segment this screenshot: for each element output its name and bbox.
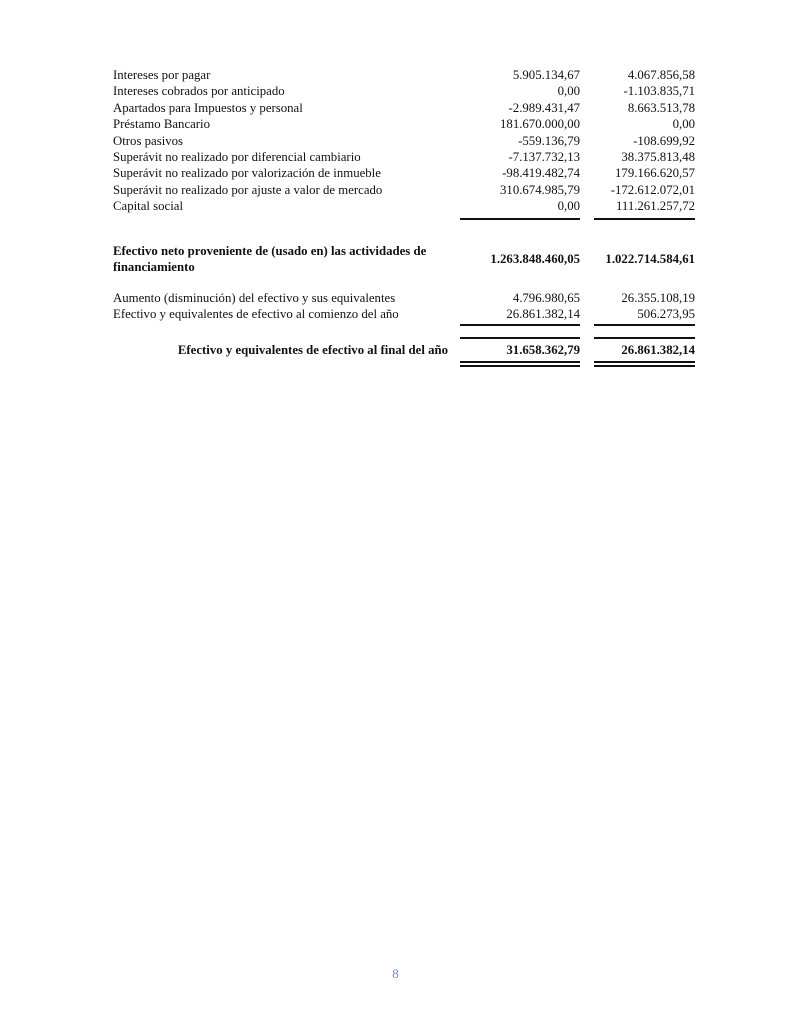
row-value-year2: 506.273,95 [594, 306, 695, 326]
row-value-year2: 179.166.620,57 [615, 166, 695, 181]
row-label: Apartados para Impuestos y personal [113, 100, 303, 115]
row-label: Otros pasivos [113, 133, 184, 148]
table-row [113, 198, 695, 219]
row-value-year1: 0,00 [460, 198, 580, 219]
table-row [113, 100, 695, 116]
row-value-year2: -1.103.835,71 [623, 84, 695, 99]
table-row [113, 133, 695, 149]
row-value-year2: -108.699,92 [633, 133, 695, 148]
summary-section [113, 290, 695, 327]
subtotal-label: Efectivo neto proveniente de (usado en) las actividades de financiamiento [113, 243, 427, 275]
final-total-value-year1: 31.658.362,79 [460, 337, 580, 366]
row-value-year1: -559.136,79 [518, 133, 580, 148]
table-row [113, 182, 695, 198]
row-value-year1: 26.861.382,14 [460, 306, 580, 326]
row-label: Préstamo Bancario [113, 117, 211, 132]
row-value-year2: 4.067.856,58 [627, 68, 695, 82]
row-label: Intereses por pagar [113, 68, 211, 82]
final-total-value-year2: 26.861.382,14 [594, 337, 695, 366]
table-row [113, 290, 695, 306]
row-value-year1: -2.989.431,47 [508, 100, 580, 115]
row-label: Superávit no realizado por valorización de inmueble [113, 166, 381, 181]
row-value-year1: 0,00 [557, 84, 580, 99]
row-value-year1: -7.137.732,13 [508, 150, 580, 165]
row-value-year2: 0,00 [672, 117, 695, 132]
row-label: Intereses cobrados por anticipado [113, 84, 285, 99]
row-value-year2: 26.355.108,19 [621, 290, 695, 305]
row-value-year2: 38.375.813,48 [621, 150, 695, 165]
subtotal-value-year1: 1.263.848.460,05 [490, 251, 580, 266]
row-label: Aumento (disminución) del efectivo y sus equivalentes [113, 290, 396, 305]
row-value-year2: -172.612.072,01 [610, 182, 695, 197]
cash-flow-statement-table [113, 67, 695, 367]
table-row [113, 306, 695, 326]
row-label: Efectivo y equivalentes de efectivo al comienzo del año [113, 307, 399, 322]
table-row [113, 165, 695, 181]
final-total-label: Efectivo y equivalentes de efectivo al final del año [177, 343, 448, 358]
row-label: Capital social [113, 199, 184, 214]
row-value-year1: 5.905.134,67 [512, 68, 580, 82]
subtotal-value-year2: 1.022.714.584,61 [605, 251, 695, 266]
page-number: 8 [392, 966, 399, 981]
table-row [113, 116, 695, 132]
row-value-year1: -98.419.482,74 [502, 166, 580, 181]
row-value-year2: 111.261.257,72 [594, 198, 695, 219]
row-label: Superávit no realizado por ajuste a valor de mercado [113, 182, 383, 197]
row-value-year1: 4.796.980,65 [512, 290, 580, 305]
table-row [113, 67, 695, 83]
row-value-year2: 8.663.513,78 [627, 100, 695, 115]
row-value-year1: 310.674.985,79 [500, 182, 580, 197]
table-row [113, 149, 695, 165]
table-row [113, 83, 695, 99]
row-value-year1: 181.670.000,00 [500, 117, 580, 132]
row-label: Superávit no realizado por diferencial cambiario [113, 150, 361, 165]
final-total-row [113, 337, 695, 366]
financing-subtotal-row [113, 243, 695, 276]
